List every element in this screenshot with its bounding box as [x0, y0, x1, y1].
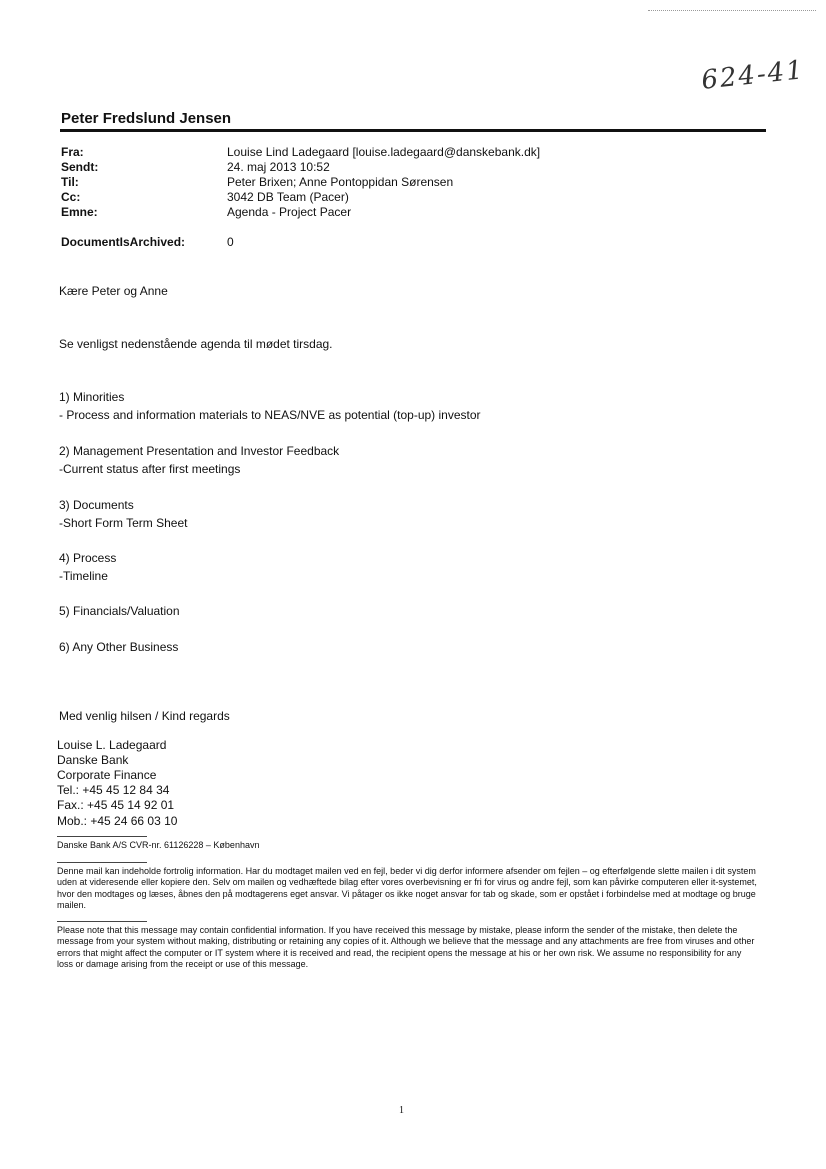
disclaimer-danish: Denne mail kan indeholde fortrolig information. Har du modtaget mailen ved en fejl, beder vi dig derfor informere afsender om fejlen – og efterfølgende slette mailen i dit system uden at videresende eller kopiere den. Selv om mailen og vedhæftede bilag efter vores overbevisning er fri for virus og andre fejl, som kan påvirke computeren eller it-systemet, hvor den modtages og læses, åbnes den på modtagerens eget ansvar. Vi påtager os ikke noget ansvar for tab og skade, som er opstået i forbindelse med at modtage og bruge mailen.	[57, 866, 757, 911]
agenda-item-title: 6) Any Other Business	[59, 640, 179, 654]
disclaimer-divider	[57, 862, 147, 863]
signature-phone: Tel.: +45 45 12 84 34	[57, 783, 170, 797]
cvr-divider	[57, 836, 147, 837]
agenda-item-detail: -Timeline	[59, 569, 108, 583]
subject-value: Agenda - Project Pacer	[227, 205, 352, 219]
agenda-item-title: 1) Minorities	[59, 390, 125, 404]
header-rule	[60, 129, 766, 132]
agenda-item-title: 3) Documents	[59, 498, 134, 512]
subject-label: Emne:	[61, 205, 98, 219]
sent-label: Sendt:	[61, 160, 99, 174]
disclaimer-divider	[57, 921, 147, 922]
greeting: Kære Peter og Anne	[59, 284, 168, 298]
closing-text: Med venlig hilsen / Kind regards	[59, 709, 230, 723]
signature-name: Louise L. Ladegaard	[57, 738, 167, 752]
to-value: Peter Brixen; Anne Pontoppidan Sørensen	[227, 175, 454, 189]
page-number: 1	[399, 1105, 404, 1116]
sent-value: 24. maj 2013 10:52	[227, 160, 330, 174]
signature-mobile: Mob.: +45 24 66 03 10	[57, 814, 178, 828]
agenda-item-detail: -Current status after first meetings	[59, 462, 241, 476]
disclaimer-english: Please note that this message may contain confidential information. If you have received this message by mistake, please inform the sender of the mistake, then delete the message from your system without making, distributing or retaining any copies of it. Although we believe that the message and any attachments are free from viruses and other errors that might affect the computer or IT system where it is received and read, the recipient opens the message at his or her own risk. We assume no responsibility for any loss or damage arising from the receipt or use of this message.	[57, 925, 755, 970]
scan-dotted-mark	[648, 10, 816, 11]
signature-department: Corporate Finance	[57, 768, 157, 782]
from-value: Louise Lind Ladegaard [louise.ladegaard@danskebank.dk]	[227, 145, 541, 159]
archived-value: 0	[227, 235, 234, 249]
mailbox-owner-name: Peter Fredslund Jensen	[61, 110, 232, 127]
signature-company: Danske Bank	[57, 753, 129, 767]
agenda-item-title: 4) Process	[59, 551, 117, 565]
company-registration: Danske Bank A/S CVR-nr. 61126228 – København	[57, 840, 260, 850]
cc-label: Cc:	[61, 190, 81, 204]
from-label: Fra:	[61, 145, 84, 159]
intro-text: Se venligst nedenstående agenda til mødet tirsdag.	[59, 337, 333, 351]
agenda-item-detail: - Process and information materials to NEAS/NVE as potential (top-up) investor	[59, 408, 481, 422]
to-label: Til:	[61, 175, 79, 189]
handwritten-reference-number: 624-41	[700, 55, 807, 96]
cc-value: 3042 DB Team (Pacer)	[227, 190, 349, 204]
signature-fax: Fax.: +45 45 14 92 01	[57, 798, 175, 812]
agenda-item-title: 5) Financials/Valuation	[59, 604, 180, 618]
agenda-item-title: 2) Management Presentation and Investor Feedback	[59, 444, 340, 458]
archived-label: DocumentIsArchived:	[61, 235, 186, 249]
agenda-item-detail: -Short Form Term Sheet	[59, 516, 188, 530]
